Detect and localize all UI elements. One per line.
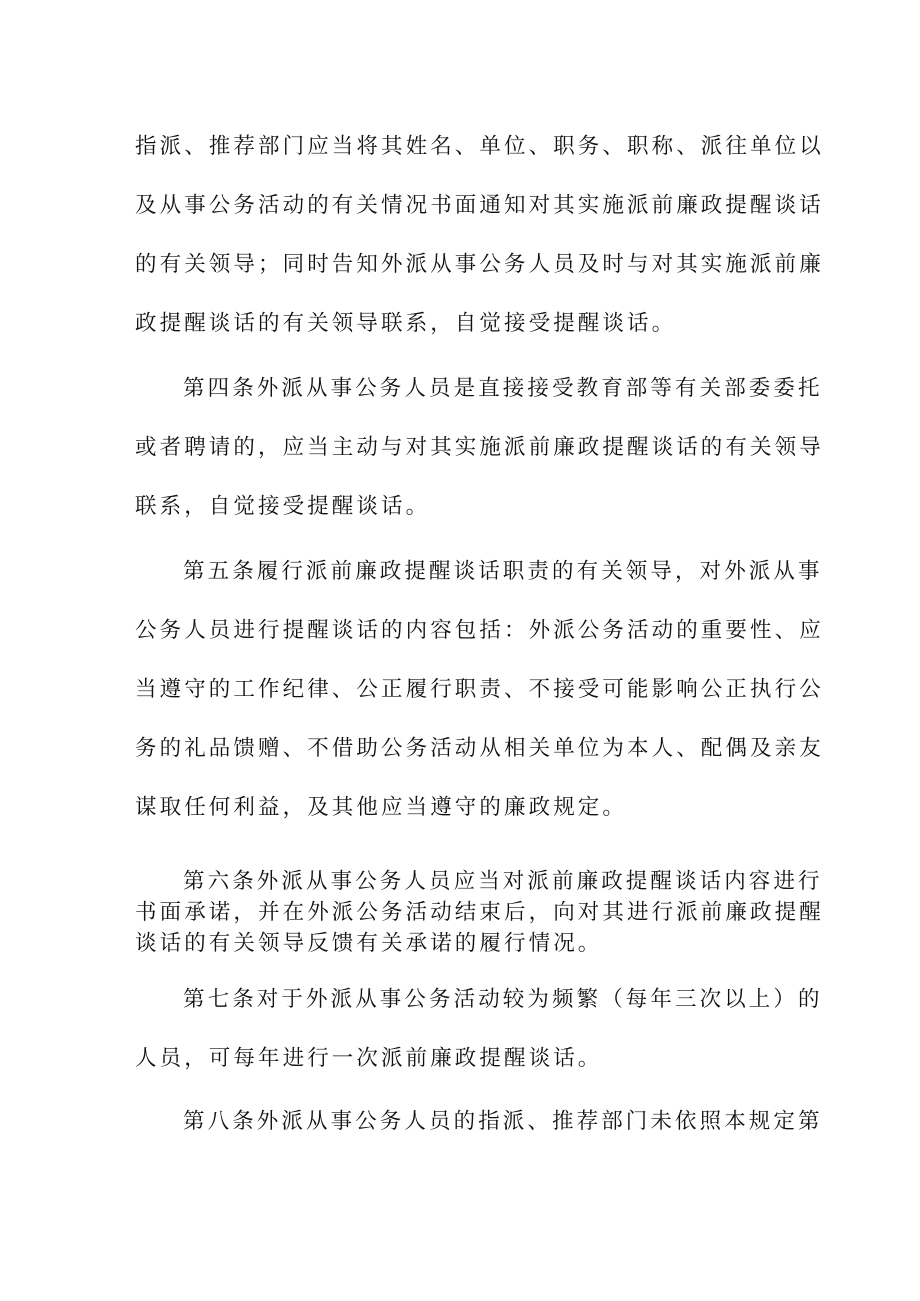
text-line: 书面承诺，并在外派公务活动结束后，向对其进行派前廉政提醒 (135, 900, 824, 925)
text-line: 联系，自觉接受提醒谈话。 (135, 494, 431, 519)
text-line: 政提醒谈话的有关领导联系，自觉接受提醒谈话。 (135, 311, 677, 336)
paragraph-article-4 (135, 359, 824, 536)
paragraph-continuation (135, 117, 824, 353)
text-line: 或者聘请的，应当主动与对其实施派前廉政提醒谈话的有关领导 (135, 435, 824, 460)
text-line: 第八条外派从事公务人员的指派、推荐部门未依照本规定第 (183, 1109, 823, 1134)
paragraph-article-6 (135, 866, 824, 959)
text-line: 第七条对于外派从事公务活动较为频繁（每年三次以上）的 (183, 987, 823, 1012)
text-line: 务的礼品馈赠、不借助公务活动从相关单位为本人、配偶及亲友 (135, 736, 824, 761)
text-line: 谈话的有关领导反馈有关承诺的履行情况。 (135, 931, 603, 956)
text-line: 当遵守的工作纪律、公正履行职责、不接受可能影响公正执行公 (135, 677, 824, 702)
text-line: 人员，可每年进行一次派前廉政提醒谈话。 (135, 1046, 603, 1071)
text-line: 第四条外派从事公务人员是直接接受教育部等有关部委委托 (183, 376, 823, 401)
text-line: 第六条外派从事公务人员应当对派前廉政提醒谈话内容进行 (183, 869, 823, 894)
text-line: 及从事公务活动的有关情况书面通知对其实施派前廉政提醒谈话 (135, 193, 824, 218)
text-line: 谋取任何利益，及其他应当遵守的廉政规定。 (135, 795, 628, 820)
paragraph-article-7 (135, 970, 823, 1088)
text-line: 第五条履行派前廉政提醒谈话职责的有关领导，对外派从事 (183, 559, 823, 584)
paragraph-article-5 (135, 542, 824, 837)
text-line: 的有关领导；同时告知外派从事公务人员及时与对其实施派前廉 (135, 252, 824, 277)
text-line: 公务人员进行提醒谈话的内容包括：外派公务活动的重要性、应 (135, 618, 824, 643)
text-line: 指派、推荐部门应当将其姓名、单位、职务、职称、派往单位以 (135, 134, 824, 159)
paragraph-article-8 (135, 1092, 823, 1151)
